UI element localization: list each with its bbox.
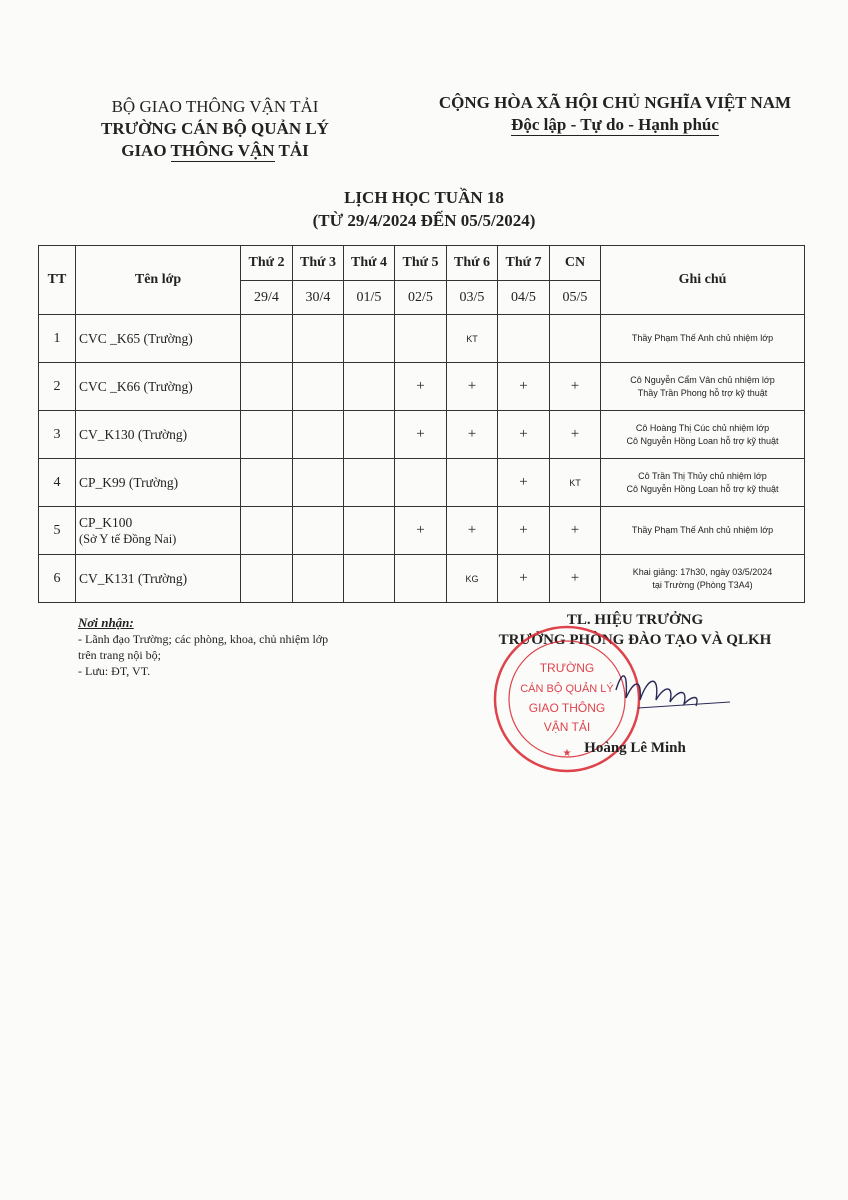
day-cell: +	[550, 507, 601, 555]
day-cell: +	[498, 363, 550, 411]
day-cell	[293, 411, 344, 459]
col-header-day: Thứ 7	[498, 246, 550, 281]
seal-text-line2: CÁN BỘ QUẢN LÝ	[520, 683, 614, 695]
day-cell	[344, 555, 395, 603]
day-cell	[241, 315, 293, 363]
row-number: 3	[39, 411, 76, 459]
table-row	[39, 459, 805, 507]
class-name-cell	[76, 315, 241, 363]
recipients-line: - Lãnh đạo Trường; các phòng, khoa, chủ nhiệm lớp	[78, 632, 329, 646]
note-line2: Thầy Trần Phong hỗ trợ kỹ thuật	[637, 387, 768, 398]
col-header-class: Tên lớp	[76, 246, 241, 315]
class-name-cell	[76, 363, 241, 411]
document-title	[0, 186, 848, 232]
class-name: CVC _K65 (Trường)	[79, 330, 193, 346]
school-name-line1: TRƯỜNG CÁN BỘ QUẢN LÝ	[101, 119, 329, 138]
note-line2: Cô Nguyễn Hồng Loan hỗ trợ kỹ thuật	[626, 435, 779, 446]
motto-text: Độc lập - Tự do - Hạnh phúc	[511, 115, 719, 134]
school-name-part-c: TẢI	[274, 141, 309, 160]
day-cell: +	[447, 411, 498, 459]
note-line1: Thầy Phạm Thế Anh chủ nhiệm lớp	[631, 525, 774, 535]
col-header-day: Thứ 3	[293, 246, 344, 281]
col-header-date: 29/4	[241, 281, 293, 315]
row-number: 2	[39, 363, 76, 411]
day-cell	[241, 411, 293, 459]
col-header-date: 01/5	[344, 281, 395, 315]
day-cell: KT	[550, 459, 601, 507]
day-cell: +	[447, 363, 498, 411]
day-cell: +	[395, 363, 447, 411]
col-header-date: 03/5	[447, 281, 498, 315]
seal-text-line4: VẬN TẢI	[543, 720, 591, 734]
day-cell: +	[395, 507, 447, 555]
school-name-line2	[70, 140, 360, 162]
note-line1: Cô Trần Thị Thủy chủ nhiệm lớp	[638, 470, 767, 481]
day-cell	[344, 363, 395, 411]
day-cell: +	[550, 555, 601, 603]
row-number: 4	[39, 459, 76, 507]
class-name-cell	[76, 459, 241, 507]
table-row	[39, 411, 805, 459]
national-header	[395, 92, 835, 136]
recipients-line: trên trang nội bộ;	[78, 648, 161, 662]
day-cell	[498, 315, 550, 363]
col-header-date: 04/5	[498, 281, 550, 315]
col-header-date: 30/4	[293, 281, 344, 315]
day-cell	[550, 315, 601, 363]
class-name: CP_K100	[79, 514, 133, 530]
note-cell	[601, 459, 805, 507]
note-line1: Cô Hoàng Thị Cúc chủ nhiệm lớp	[635, 422, 770, 433]
row-number: 1	[39, 315, 76, 363]
seal-text-line1: TRƯỜNG	[539, 661, 595, 675]
day-cell: +	[550, 411, 601, 459]
recipients-label: Nơi nhận:	[78, 615, 134, 630]
day-cell: +	[498, 459, 550, 507]
day-cell	[344, 459, 395, 507]
table-row	[39, 315, 805, 363]
day-cell: +	[498, 555, 550, 603]
school-name-part-b: THÔNG VẬN	[170, 141, 275, 160]
day-cell: +	[447, 507, 498, 555]
title-line2: (TỪ 29/4/2024 ĐẾN 05/5/2024)	[312, 211, 536, 230]
class-name: CV_K131 (Trường)	[79, 570, 188, 586]
title-line1: LỊCH HỌC TUẦN 18	[344, 188, 504, 207]
col-header-day: Thứ 4	[344, 246, 395, 281]
note-line2: Cô Nguyễn Hồng Loan hỗ trợ kỹ thuật	[626, 483, 779, 494]
ministry-name: BỘ GIAO THÔNG VẬN TẢI	[111, 97, 319, 116]
schedule-table	[38, 245, 805, 603]
day-cell	[395, 459, 447, 507]
row-number: 6	[39, 555, 76, 603]
national-motto	[395, 114, 835, 136]
note-cell	[601, 315, 805, 363]
day-cell	[293, 315, 344, 363]
class-name: CVC _K66 (Trường)	[79, 378, 193, 394]
day-cell: +	[550, 363, 601, 411]
day-cell: +	[498, 411, 550, 459]
day-cell	[344, 411, 395, 459]
signer-name: Hoàng Lê Minh	[584, 740, 686, 756]
note-line1: Cô Nguyễn Cẩm Vân chủ nhiệm lớp	[630, 374, 775, 385]
day-cell	[241, 507, 293, 555]
header-row-days	[39, 246, 805, 281]
handwritten-signature	[608, 660, 738, 720]
col-header-tt: TT	[39, 246, 76, 315]
day-cell	[293, 555, 344, 603]
col-header-day: Thứ 6	[447, 246, 498, 281]
day-cell	[447, 459, 498, 507]
day-cell	[344, 507, 395, 555]
day-cell	[241, 555, 293, 603]
note-line1: Khai giảng: 17h30, ngày 03/5/2024	[632, 566, 773, 577]
day-cell	[293, 507, 344, 555]
day-cell: KT	[447, 315, 498, 363]
class-name-cell	[76, 411, 241, 459]
class-name-cell	[76, 555, 241, 603]
col-header-day: Thứ 2	[241, 246, 293, 281]
note-cell	[601, 555, 805, 603]
seal-text-line3: GIAO THÔNG	[528, 701, 606, 715]
col-header-day: Thứ 5	[395, 246, 447, 281]
note-line1: Thầy Phạm Thế Anh chủ nhiệm lớp	[631, 333, 774, 343]
class-name-cell	[76, 507, 241, 555]
note-cell	[601, 411, 805, 459]
day-cell: +	[395, 411, 447, 459]
note-cell	[601, 363, 805, 411]
national-title: CỘNG HÒA XÃ HỘI CHỦ NGHĨA VIỆT NAM	[438, 93, 792, 112]
day-cell	[241, 363, 293, 411]
day-cell	[241, 459, 293, 507]
signer-authority: TL. HIỆU TRƯỞNG	[566, 612, 704, 628]
school-name-part-a: GIAO	[121, 141, 171, 160]
issuer-header	[70, 96, 360, 162]
day-cell: +	[498, 507, 550, 555]
seal-star-icon: ★	[562, 748, 572, 759]
note-cell	[601, 507, 805, 555]
day-cell	[395, 315, 447, 363]
class-name: CV_K130 (Trường)	[79, 426, 188, 442]
class-name: CP_K99 (Trường)	[79, 474, 179, 490]
day-cell	[395, 555, 447, 603]
day-cell	[293, 459, 344, 507]
table-row	[39, 555, 805, 603]
table-row	[39, 363, 805, 411]
day-cell: KG	[447, 555, 498, 603]
signer-position: TRƯỞNG PHÒNG ĐÀO TẠO VÀ QLKH	[498, 632, 772, 648]
row-number: 5	[39, 507, 76, 555]
col-header-note: Ghi chú	[601, 246, 805, 315]
col-header-day: CN	[550, 246, 601, 281]
table-row	[39, 507, 805, 555]
col-header-date: 05/5	[550, 281, 601, 315]
recipients-line: - Lưu: ĐT, VT.	[78, 664, 151, 678]
day-cell	[344, 315, 395, 363]
note-line2: tại Trường (Phòng T3A4)	[652, 579, 753, 590]
class-name-sub: (Sở Y tế Đồng Nai)	[79, 531, 177, 546]
recipients-block	[78, 615, 378, 679]
day-cell	[293, 363, 344, 411]
col-header-date: 02/5	[395, 281, 447, 315]
